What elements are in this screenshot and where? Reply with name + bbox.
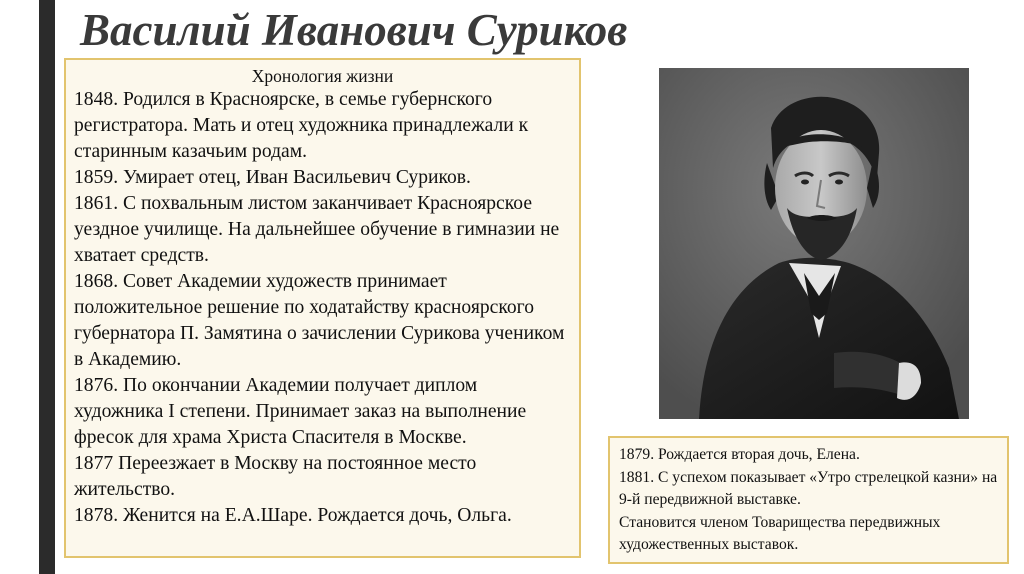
event-entry-1879: 1879. Рождается вторая дочь, Елена. (619, 446, 860, 463)
left-accent-bar (39, 0, 55, 574)
chronology-entry-1878: 1878. Женится на Е.А.Шаре. Рождается дочь, Ольга. (74, 505, 512, 526)
later-events-box (608, 436, 1009, 564)
later-events-list (619, 444, 998, 557)
chronology-entry-1868: 1868. Совет Академии художеств принимает положительное решение по ходатайству красноярского губернатора П. Замятина о зачислении Сурикова учеником в Академию. (74, 271, 565, 370)
portrait-illustration (659, 68, 969, 419)
slide-title: Василий Иванович Суриков (80, 5, 628, 55)
chronology-entry-1876: 1876. По окончании Академии получает диплом художника I степени. Принимает заказ на выполнение фресок для храма Христа Спасителя в Москве. (74, 375, 527, 448)
chronology-entry-1859: 1859. Умирает отец, Иван Васильевич Суриков. (74, 167, 471, 188)
event-entry-peredvizhniki: Становится членом Товарищества передвижных художественных выставок. (619, 513, 941, 553)
chronology-heading: Хронология жизни (251, 66, 394, 86)
chronology-box (64, 58, 581, 558)
chronology-list (74, 87, 571, 529)
portrait-photo (659, 68, 969, 419)
event-entry-1881: 1881. С успехом показывает «Утро стрелецкой казни» на 9-й передвижной выставке. (619, 468, 998, 508)
chronology-entry-1861: 1861. С похвальным листом заканчивает Красноярское уездное училище. На дальнейшее обучение в гимназии не хватает средств. (74, 193, 560, 266)
chronology-entry-1848: 1848. Родился в Красноярске, в семье губернского регистратора. Мать и отец художника принадлежали к старинным казачьим родам. (74, 89, 529, 162)
chronology-entry-1877: 1877 Переезжает в Москву на постоянное место жительство. (74, 453, 477, 500)
